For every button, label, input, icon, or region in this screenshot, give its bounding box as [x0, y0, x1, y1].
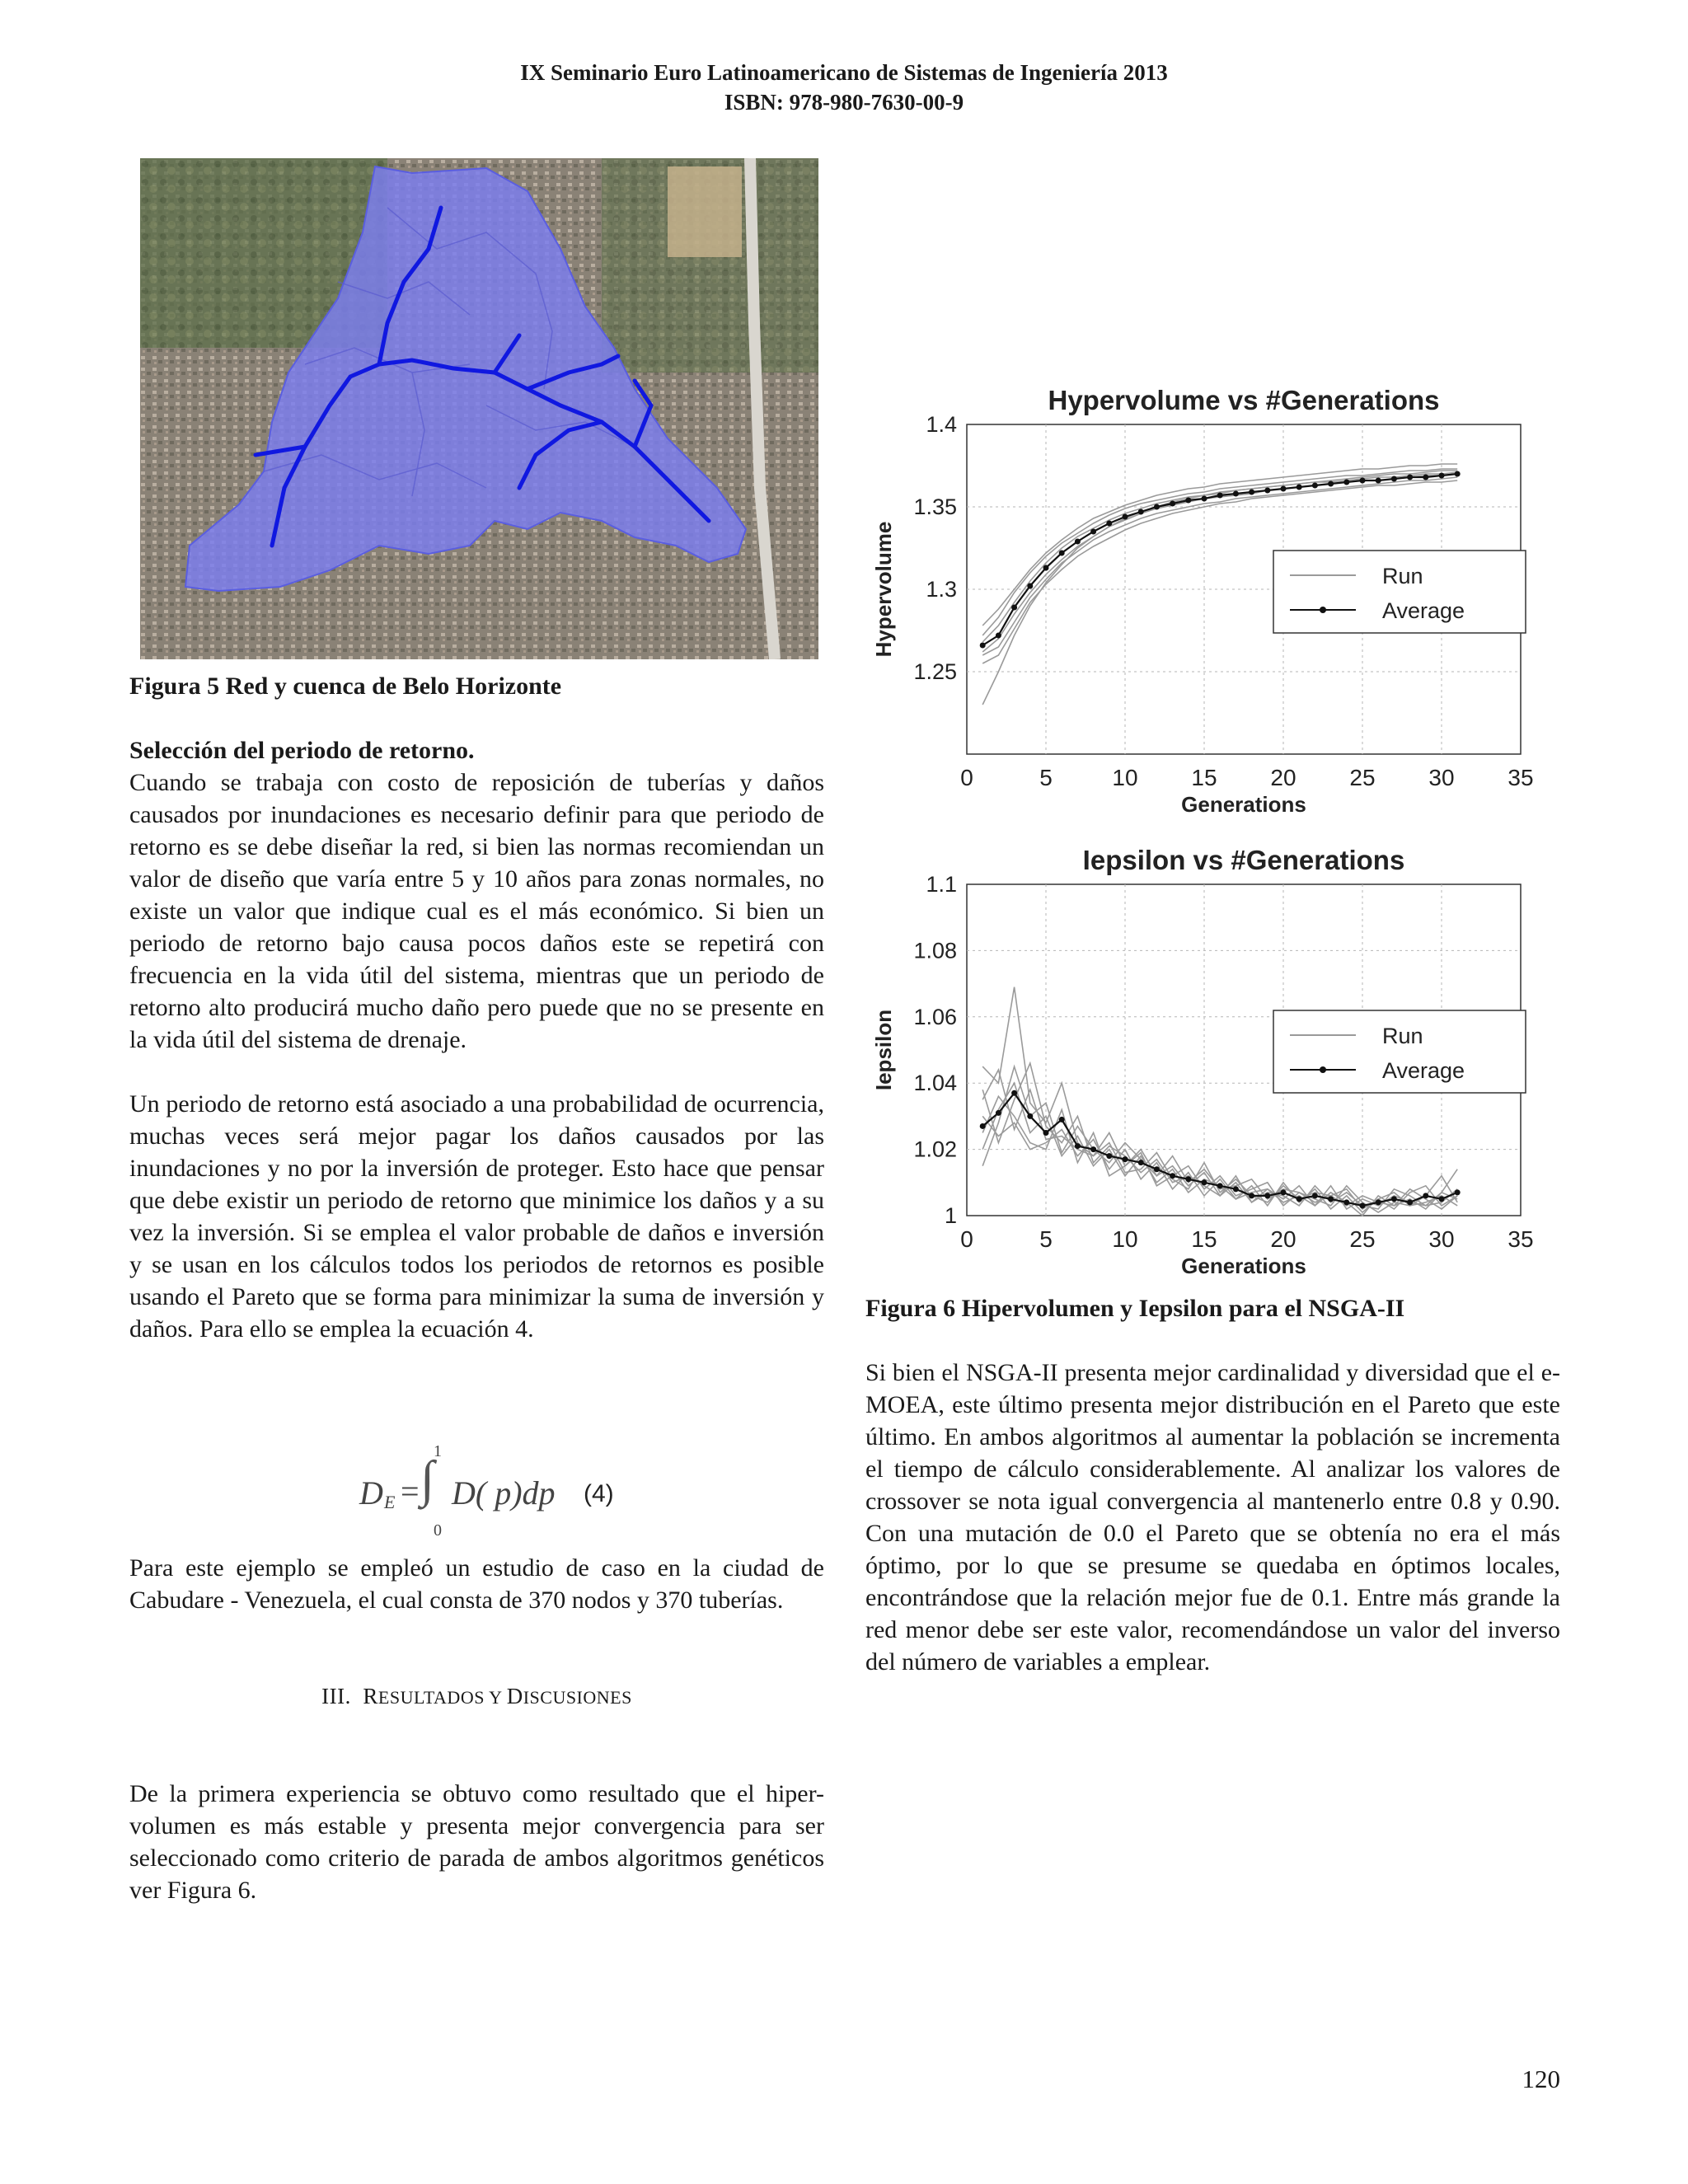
average-point [1170, 1173, 1175, 1179]
equation-equals: = [401, 1473, 420, 1510]
conference-title: IX Seminario Euro Latinoamericano de Sistemas de Ingeniería 2013 [520, 60, 1168, 85]
average-point [1296, 1196, 1302, 1202]
average-point [1185, 498, 1191, 504]
average-point [1296, 485, 1302, 490]
section-title-d: D [506, 1684, 523, 1708]
paragraph-case-study: Para este ejemplo se empleó un estudio de caso en la ciudad de Cabudare - Venezuela, el cual consta de 370 nodos y 370 tuberías. [129, 1554, 824, 1614]
average-point [1154, 504, 1160, 510]
average-point [1249, 490, 1254, 495]
x-tick-label: 30 [1428, 1226, 1455, 1252]
section-title-part: ISCUSIONES [523, 1687, 632, 1708]
x-tick-label: 25 [1349, 1226, 1376, 1252]
equation-lower-limit: 0 [434, 1521, 442, 1540]
average-point [1217, 493, 1223, 499]
average-point [1075, 539, 1081, 545]
x-tick-label: 20 [1270, 1226, 1296, 1252]
average-point [996, 633, 1001, 639]
average-point [1439, 1196, 1445, 1202]
average-point [1423, 1193, 1428, 1198]
average-point [996, 1110, 1001, 1116]
equation-number: (4) [584, 1480, 614, 1507]
paragraph-probability: Un periodo de retorno está asociado a una probabilidad de ocurrencia, muchas veces será mejor pagar los daños causados por las inundaciones y no por la inversión de proteger. Esto hace que pensar que debe existir un periodo de retorno que minimice los daños y a su vez la inversión. Si se emplea el valor probable de daños e inversión y se usan en los cálculos todos los periodos de retornos es posible usando el Pareto que se forma para minimizar la suma de inversión y daños. Para ello se emplea la ecuación 4. [129, 1090, 824, 1343]
x-tick-label: 25 [1349, 765, 1376, 790]
average-point [1106, 521, 1112, 527]
y-tick-label: 1.25 [913, 659, 957, 684]
average-point [1233, 491, 1239, 497]
equation-integral-sign: ∫ [420, 1451, 434, 1507]
average-point [1281, 1189, 1287, 1195]
return-period-subheading: Selección del periodo de retorno. [129, 737, 475, 764]
average-point [1154, 1166, 1160, 1172]
x-axis-label: Generations [1181, 792, 1306, 817]
figure-6-caption: Figura 6 Hipervolumen y Iepsilon para el NSGA-II [865, 1295, 1405, 1322]
left-column-lower [129, 1552, 824, 1906]
equation-integrand: D( p)dp [452, 1474, 556, 1511]
average-point [1328, 481, 1334, 487]
average-point [1202, 1179, 1207, 1185]
legend-run-label: Run [1382, 1024, 1423, 1048]
average-point [1360, 478, 1366, 484]
y-tick-label: 1.4 [926, 412, 957, 437]
average-point [1281, 486, 1287, 492]
y-axis-label: Iepsilon [871, 1009, 896, 1091]
average-point [1138, 509, 1144, 515]
equation-4 [354, 1442, 635, 1549]
quarry-area [668, 166, 742, 257]
conference-header [0, 58, 1688, 117]
average-point [1328, 1196, 1334, 1202]
average-point [1455, 471, 1461, 477]
average-point [1391, 1196, 1397, 1202]
average-point [1059, 551, 1065, 556]
equation-lhs-subscript: E [384, 1492, 396, 1512]
average-point [1343, 1199, 1349, 1205]
equation-lhs: D [359, 1474, 383, 1511]
x-tick-label: 35 [1507, 1226, 1534, 1252]
section-title-part: ESULTADOS Y [377, 1687, 507, 1708]
x-tick-label: 5 [1039, 765, 1053, 790]
average-point [1217, 1183, 1223, 1188]
average-point [1123, 514, 1128, 520]
section-title-r: R [363, 1684, 378, 1708]
average-point [1043, 1130, 1049, 1136]
x-tick-label: 15 [1191, 765, 1217, 790]
average-point [1264, 1193, 1270, 1198]
average-point [1343, 480, 1349, 485]
figure-5-caption: Figura 5 Red y cuenca de Belo Horizonte [129, 673, 562, 700]
average-point [1202, 496, 1207, 502]
y-tick-label: 1.06 [913, 1004, 957, 1029]
average-point [1423, 475, 1428, 480]
paragraph-nsga-comparison: Si bien el NSGA-II presenta mejor cardinalidad y diversidad que el e-MOEA, este último presenta mejor distribución en el Pareto que este último. En ambos algoritmos al aumentar la población se incrementa el tiempo de cálculo considerablemente. Al analizar los valores de crossover se nota igual convergencia al mantenerlo entre 0.8 y 0.90. Con una mutación de 0.0 el Pareto que se obtenía no era el más óptimo, por lo que se presume se quedaba en óptimos locales, encontrándose que la relación mejor fue de 0.1. Entre más grande la red menor debe ser este valor, recomendándose un valor del inverso del número de variables a emplear. [865, 1359, 1560, 1675]
x-tick-label: 10 [1112, 1226, 1138, 1252]
average-point [1249, 1193, 1254, 1198]
average-point [1360, 1202, 1366, 1208]
isbn-line: ISBN: 978-980-7630-00-9 [724, 90, 964, 115]
average-point [1106, 1153, 1112, 1159]
average-point [1170, 501, 1175, 507]
y-tick-label: 1 [944, 1203, 957, 1228]
average-point [1090, 1146, 1096, 1152]
x-tick-label: 15 [1191, 1226, 1217, 1252]
legend-average-marker [1320, 1066, 1326, 1073]
legend-run-label: Run [1382, 564, 1423, 588]
average-point [1059, 1117, 1065, 1122]
legend-average-label: Average [1382, 598, 1465, 623]
chart-title: Hypervolume vs #Generations [1048, 385, 1440, 415]
y-tick-label: 1.08 [913, 938, 957, 963]
page-number: 120 [1522, 2064, 1560, 2093]
equation-upper-limit: 1 [434, 1442, 442, 1460]
right-column [865, 1292, 1560, 1678]
x-tick-label: 10 [1112, 765, 1138, 790]
y-tick-label: 1.04 [913, 1071, 957, 1096]
average-point [1233, 1186, 1239, 1192]
section-heading-results [129, 1680, 824, 1713]
average-point [980, 643, 986, 649]
average-point [1027, 1113, 1033, 1119]
average-point [1138, 1160, 1144, 1165]
y-tick-label: 1.35 [913, 494, 957, 519]
x-tick-label: 0 [960, 1226, 973, 1252]
iepsilon-chart [861, 832, 1545, 1290]
average-point [1455, 1189, 1461, 1195]
average-point [1439, 473, 1445, 479]
hypervolume-chart [861, 371, 1545, 832]
average-point [1011, 1090, 1017, 1096]
left-column [129, 670, 824, 1345]
x-tick-label: 5 [1039, 1226, 1053, 1252]
basin-map-figure [140, 158, 818, 659]
average-point [1407, 475, 1413, 480]
average-point [1075, 1143, 1081, 1149]
paragraph-first-experience: De la primera experiencia se obtuvo como resultado que el hiper-volumen es más estable y presenta mejor convergencia para ser seleccionado como criterio de parada de ambos algoritmos genéticos ver Figura 6. [129, 1780, 824, 1904]
legend-average-marker [1320, 607, 1326, 613]
average-point [1043, 565, 1049, 571]
legend-average-label: Average [1382, 1058, 1465, 1083]
average-point [1407, 1199, 1413, 1205]
average-point [1011, 605, 1017, 611]
average-point [1312, 483, 1318, 489]
average-point [1391, 476, 1397, 482]
average-point [1264, 488, 1270, 494]
x-tick-label: 35 [1507, 765, 1534, 790]
x-axis-label: Generations [1181, 1254, 1306, 1278]
y-tick-label: 1.3 [926, 577, 957, 602]
average-point [1376, 1199, 1381, 1205]
x-tick-label: 20 [1270, 765, 1296, 790]
y-tick-label: 1.1 [926, 872, 957, 897]
x-tick-label: 0 [960, 765, 973, 790]
y-axis-label: Hypervolume [871, 521, 896, 658]
average-point [1376, 478, 1381, 484]
chart-title: Iepsilon vs #Generations [1082, 845, 1405, 875]
average-point [1027, 583, 1033, 589]
average-point [1185, 1176, 1191, 1182]
y-tick-label: 1.02 [913, 1137, 957, 1162]
section-number: III. [321, 1684, 351, 1708]
x-tick-label: 30 [1428, 765, 1455, 790]
average-point [980, 1123, 986, 1129]
average-point [1090, 529, 1096, 535]
average-point [1123, 1156, 1128, 1162]
paragraph-return-period: Cuando se trabaja con costo de reposición de tuberías y daños causados por inundaciones es necesario definir para que periodo de retorno es se debe diseñar la red, si bien las normas recomiendan un valor de diseño que varía entre 5 y 10 años para zonas normales, no existe un valor que indique cual es el más económico. Si bien un periodo de retorno bajo causa pocos daños este se repetirá con frecuencia en la vida útil del sistema, mientras que un periodo de retorno alto producirá mucho daño pero puede que no se presente en la vida útil del sistema de drenaje. [129, 769, 824, 1053]
average-point [1312, 1193, 1318, 1198]
